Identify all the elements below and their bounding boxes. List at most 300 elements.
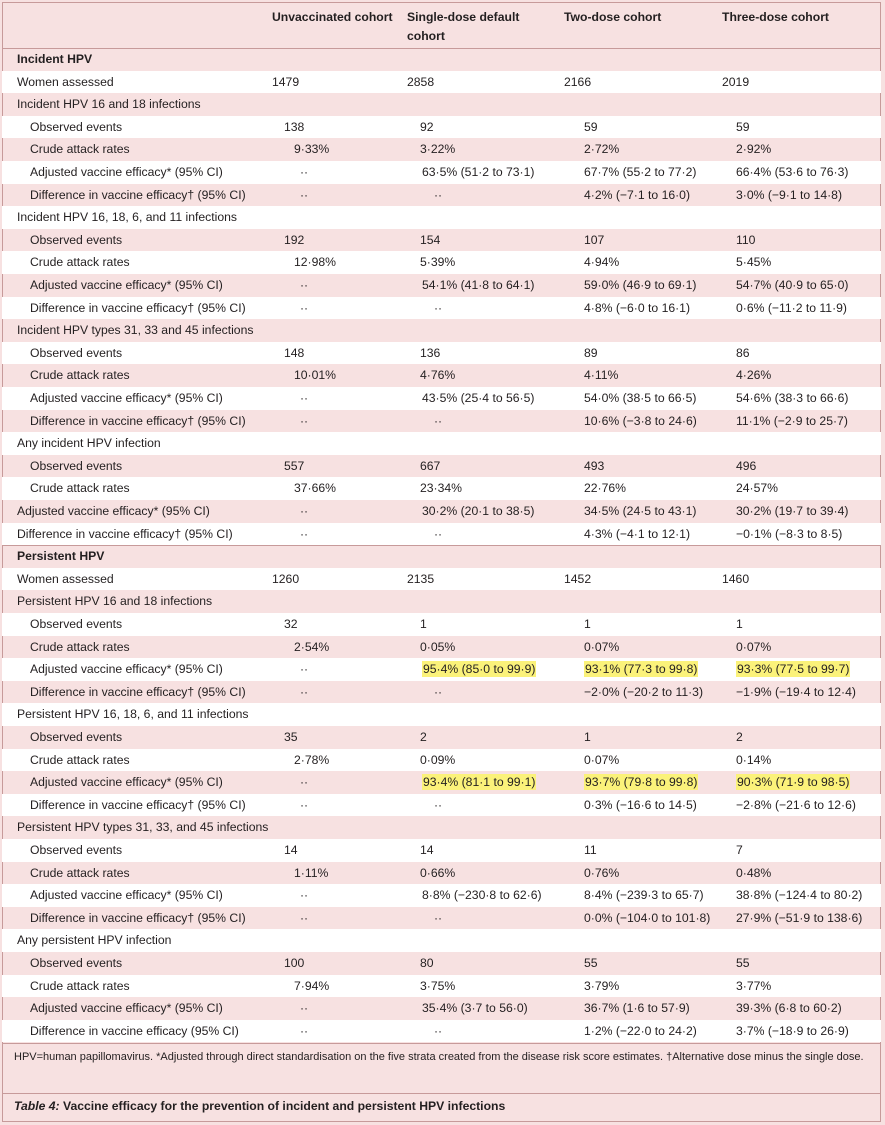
cell-value: 148 <box>284 345 305 360</box>
cell-value: ·· <box>300 300 309 315</box>
row-label: Adjusted vaccine efficacy* (95% CI) <box>30 775 223 790</box>
cell-value: −1·9% (−19·4 to 12·4) <box>736 684 856 699</box>
cell-value: 0·07% <box>736 639 772 654</box>
cell-value: −0·1% (−8·3 to 8·5) <box>736 526 843 541</box>
row-label: Persistent HPV types 31, 33, and 45 infections <box>17 820 269 835</box>
table-row <box>2 771 881 794</box>
table-cell <box>736 794 856 817</box>
row-label: Observed events <box>30 730 123 744</box>
table-cell <box>736 862 771 885</box>
cell-value: 2858 <box>407 74 435 89</box>
table-cell <box>420 229 440 252</box>
table-cell <box>420 116 434 139</box>
table-cell <box>584 116 598 139</box>
table-cell <box>584 1020 697 1043</box>
cell-value: 1260 <box>272 571 300 586</box>
table-cell <box>434 794 442 817</box>
column-header-unvaccinated: Unvaccinated cohort <box>272 10 393 24</box>
table-row <box>2 229 881 252</box>
table-cell <box>584 839 597 862</box>
table-cell <box>736 613 743 636</box>
cell-value: 3·75% <box>420 978 456 993</box>
group-row <box>2 929 881 952</box>
highlighted-value: 93·7% (79·8 to 99·8) <box>585 775 698 790</box>
table-header <box>2 6 881 46</box>
table-cell <box>584 613 591 636</box>
table-cell <box>584 297 690 320</box>
cell-value: 59 <box>584 119 598 134</box>
table-cell <box>584 636 619 659</box>
table-cell <box>736 997 842 1020</box>
cell-value: 54·0% (38·5 to 66·5) <box>584 391 697 405</box>
table-cell <box>420 726 427 749</box>
cell-value: 1460 <box>722 571 750 586</box>
cell-value: 0·0% (−104·0 to 101·8) <box>584 910 711 925</box>
table-row <box>2 364 881 387</box>
cell-value: ·· <box>300 165 309 179</box>
cell-value: 54·6% (38·3 to 66·6) <box>736 391 849 405</box>
table-cell <box>736 116 750 139</box>
cell-value: 10·6% (−3·8 to 24·6) <box>584 413 697 428</box>
table-cell <box>736 907 862 930</box>
group-row <box>2 590 881 613</box>
table-row <box>2 862 881 885</box>
group-row <box>2 432 881 455</box>
table-cell <box>284 613 298 636</box>
table-cell <box>434 907 442 930</box>
table-cell <box>736 658 850 681</box>
cell-value: 2 <box>420 730 427 744</box>
table-cell <box>736 681 856 704</box>
cell-value: 557 <box>284 458 305 473</box>
table-cell <box>584 726 591 749</box>
highlighted-value: 93·1% (77·3 to 99·8) <box>585 662 698 677</box>
cell-value: 138 <box>284 119 305 134</box>
table-row <box>2 251 881 274</box>
table-cell <box>272 71 299 94</box>
table-cell <box>300 997 308 1020</box>
cell-value: 1 <box>584 730 591 744</box>
table-cell <box>422 274 534 297</box>
table-cell <box>284 952 304 975</box>
table-cell <box>584 251 619 274</box>
table-cell <box>284 116 304 139</box>
highlighted-value: 90·3% (71·9 to 98·5) <box>737 775 850 790</box>
cell-value: ·· <box>300 662 309 677</box>
cell-value: 136 <box>420 345 441 360</box>
table-row <box>2 636 881 659</box>
table-cell <box>434 184 442 207</box>
table-row <box>2 274 881 297</box>
table-cell <box>420 455 440 478</box>
cell-value: 8·8% (−230·8 to 62·6) <box>422 888 542 903</box>
table-cell <box>564 568 591 591</box>
table-cell <box>420 862 455 885</box>
cell-value: 66·4% (53·6 to 76·3) <box>736 165 849 179</box>
table-cell <box>584 997 690 1020</box>
cell-value: ·· <box>434 187 443 202</box>
row-label: Adjusted vaccine efficacy* (95% CI) <box>30 1001 223 1016</box>
table-cell <box>584 658 698 681</box>
cell-value: 7 <box>736 843 743 857</box>
group-row <box>2 206 881 229</box>
table-cell <box>584 975 619 998</box>
table-cell <box>420 749 455 772</box>
table-cell <box>736 749 771 772</box>
row-label: Difference in vaccine efficacy† (95% CI) <box>30 300 246 315</box>
table-cell <box>420 364 455 387</box>
cell-value: 3·22% <box>420 142 456 157</box>
cell-value: 100 <box>284 956 305 970</box>
cell-value: 34·5% (24·5 to 43·1) <box>584 504 697 518</box>
table-caption <box>14 1097 864 1115</box>
table-cell <box>584 500 696 523</box>
table-cell <box>407 71 434 94</box>
cell-value: 0·3% (−16·6 to 14·5) <box>584 797 697 812</box>
cell-value: 5·45% <box>736 255 772 270</box>
caption-label: Table 4: <box>14 1099 60 1113</box>
row-label: Observed events <box>30 617 123 631</box>
table-cell <box>294 138 329 161</box>
table-cell <box>584 184 690 207</box>
cell-value: 86 <box>736 345 750 360</box>
cell-value: 30·2% (19·7 to 39·4) <box>736 504 849 518</box>
row-label: Observed events <box>30 119 123 134</box>
table-cell <box>434 523 442 546</box>
table-cell <box>736 636 771 659</box>
table-row <box>2 342 881 365</box>
table-row <box>2 975 881 998</box>
table-cell <box>300 297 308 320</box>
row-label: Difference in vaccine efficacy† (95% CI) <box>30 413 246 428</box>
table-cell <box>736 477 778 500</box>
cell-value: 92 <box>420 119 434 134</box>
cell-value: 4·3% (−4·1 to 12·1) <box>584 526 691 541</box>
cell-value: 2·78% <box>294 752 330 767</box>
cell-value: ·· <box>434 1023 443 1038</box>
row-label: Difference in vaccine efficacy† (95% CI) <box>30 797 246 812</box>
table-cell <box>736 500 848 523</box>
cell-value: ·· <box>300 1023 309 1038</box>
cell-value: 0·14% <box>736 752 772 767</box>
table-cell <box>294 636 329 659</box>
cell-value: 89 <box>584 345 598 360</box>
cell-value: ·· <box>434 526 443 541</box>
cell-value: 4·26% <box>736 368 772 383</box>
caption-text: Vaccine efficacy for the prevention of incident and persistent HPV infections <box>59 1099 506 1113</box>
table-row <box>2 568 881 591</box>
table-cell <box>584 274 696 297</box>
table-cell <box>300 274 308 297</box>
table-row <box>2 500 881 523</box>
table-row <box>2 997 881 1020</box>
row-label: Observed events <box>30 458 123 473</box>
cell-value: 14 <box>284 843 298 857</box>
column-header-two-dose: Two-dose cohort <box>564 10 662 24</box>
cell-value: ·· <box>434 910 443 925</box>
table-cell <box>300 907 308 930</box>
row-label: Crude attack rates <box>30 481 130 496</box>
table-row <box>2 794 881 817</box>
table-cell <box>584 387 696 410</box>
table-cell <box>420 975 455 998</box>
table-row <box>2 161 881 184</box>
table-cell <box>434 681 442 704</box>
table-cell <box>420 251 455 274</box>
table-row <box>2 839 881 862</box>
cell-value: ·· <box>300 391 309 405</box>
table-cell <box>736 523 842 546</box>
row-label: Crude attack rates <box>30 368 130 383</box>
table-cell <box>420 477 462 500</box>
row-label: Crude attack rates <box>30 142 130 157</box>
cell-value: 107 <box>584 232 605 247</box>
cell-value: 22·76% <box>584 481 627 496</box>
cell-value: ·· <box>300 1001 309 1016</box>
table-cell <box>284 229 304 252</box>
table-cell <box>422 500 534 523</box>
table-row <box>2 184 881 207</box>
row-label: Crude attack rates <box>30 639 130 654</box>
cell-value: 59 <box>736 119 750 134</box>
cell-value: ·· <box>434 413 443 428</box>
table-cell <box>300 410 308 433</box>
cell-value: 0·07% <box>584 752 620 767</box>
cell-value: 35·4% (3·7 to 56·0) <box>422 1001 528 1016</box>
footnote-divider <box>2 1043 881 1044</box>
cell-value: 1479 <box>272 74 300 89</box>
cell-value: 110 <box>736 232 756 247</box>
table-cell <box>584 907 710 930</box>
cell-value: 59·0% (46·9 to 69·1) <box>584 278 697 292</box>
table-cell <box>584 455 604 478</box>
table-cell <box>584 523 690 546</box>
cell-value: 2·54% <box>294 639 330 654</box>
table-cell <box>736 455 756 478</box>
table-cell <box>584 884 704 907</box>
table-cell <box>300 161 308 184</box>
cell-value: 0·48% <box>736 865 772 880</box>
cell-value: 63·5% (51·2 to 73·1) <box>422 165 535 179</box>
table-cell <box>736 387 848 410</box>
cell-value: 10·01% <box>294 368 337 383</box>
cell-value: 3·0% (−9·1 to 14·8) <box>736 187 843 202</box>
table-cell <box>584 477 626 500</box>
table-cell <box>422 771 536 794</box>
cell-value: 0·05% <box>420 639 456 654</box>
row-label: Crude attack rates <box>30 255 130 270</box>
table-cell <box>300 500 308 523</box>
row-label: Persistent HPV 16, 18, 6, and 11 infections <box>17 707 249 722</box>
table-cell <box>300 387 308 410</box>
table-row <box>2 138 881 161</box>
cell-value: 55 <box>584 956 598 970</box>
cell-value: 54·1% (41·8 to 64·1) <box>422 278 535 292</box>
table-cell <box>584 161 696 184</box>
table-cell <box>736 364 771 387</box>
table-row <box>2 681 881 704</box>
row-label: Difference in vaccine efficacy† (95% CI) <box>17 526 233 541</box>
table-cell <box>294 477 336 500</box>
cell-value: 23·34% <box>420 481 463 496</box>
table-cell <box>584 862 619 885</box>
cell-value: −2·8% (−21·6 to 12·6) <box>736 797 856 812</box>
cell-value: ·· <box>300 413 309 428</box>
table-cell <box>736 410 848 433</box>
cell-value: 35 <box>284 730 298 744</box>
cell-value: 2019 <box>722 74 750 89</box>
cell-value: 2166 <box>564 74 592 89</box>
group-row <box>2 319 881 342</box>
row-label: Any persistent HPV infection <box>17 933 172 948</box>
table-cell <box>300 771 308 794</box>
cell-value: 667 <box>420 458 441 473</box>
table-cell <box>300 184 308 207</box>
table-cell <box>284 839 298 862</box>
table-cell <box>584 364 618 387</box>
table-row <box>2 749 881 772</box>
table-cell <box>420 636 455 659</box>
row-label: Incident HPV types 31, 33 and 45 infections <box>17 323 254 338</box>
table-cell <box>736 161 848 184</box>
row-label: Observed events <box>30 843 123 857</box>
cell-value: ·· <box>300 910 309 925</box>
row-label: Adjusted vaccine efficacy* (95% CI) <box>30 888 223 903</box>
cell-value: 1 <box>584 617 591 631</box>
group-row <box>2 93 881 116</box>
table-cell <box>584 342 598 365</box>
cell-value: 3·77% <box>736 978 772 993</box>
row-label: Difference in vaccine efficacy† (95% CI) <box>30 684 246 699</box>
cell-value: 1 <box>420 617 427 631</box>
table-cell <box>422 387 534 410</box>
cell-value: 80 <box>420 956 434 970</box>
table-cell <box>736 229 755 252</box>
highlighted-value: 93·3% (77·5 to 99·7) <box>737 662 850 677</box>
table-row <box>2 884 881 907</box>
row-label: Difference in vaccine efficacy (95% CI) <box>30 1023 239 1038</box>
table-cell <box>736 884 862 907</box>
cell-value: 4·2% (−7·1 to 16·0) <box>584 187 691 202</box>
row-label: Difference in vaccine efficacy† (95% CI) <box>30 187 246 202</box>
cell-value: 37·66% <box>294 481 337 496</box>
table-cell <box>300 1020 308 1043</box>
cell-value: ·· <box>300 504 309 518</box>
table-cell <box>422 884 542 907</box>
cell-value: 54·7% (40·9 to 65·0) <box>736 278 849 292</box>
cell-value: 36·7% (1·6 to 57·9) <box>584 1001 690 1016</box>
cell-value: 496 <box>736 458 757 473</box>
table-cell <box>584 681 703 704</box>
cell-value: 14 <box>420 843 434 857</box>
section-title: Incident HPV <box>17 52 93 66</box>
table-cell <box>736 771 850 794</box>
table-cell <box>584 229 604 252</box>
table-cell <box>294 251 336 274</box>
table-cell <box>284 342 304 365</box>
table-cell <box>584 138 619 161</box>
table-cell <box>722 568 749 591</box>
table-cell <box>736 952 750 975</box>
caption-divider <box>2 1093 881 1094</box>
highlighted-value: 95·4% (85·0 to 99·9) <box>423 662 536 677</box>
cell-value: ·· <box>434 797 443 812</box>
table-row <box>2 477 881 500</box>
section-row <box>2 545 881 568</box>
table-cell <box>736 726 743 749</box>
table-cell <box>736 138 771 161</box>
cell-value: 0·09% <box>420 752 456 767</box>
table-cell <box>434 410 442 433</box>
table-footnote: HPV=human papillomavirus. *Adjusted through direct standardisation on the five strata created from the disease risk score estimates. †Alternative dose minus the single dose. <box>14 1051 864 1063</box>
row-label: Adjusted vaccine efficacy* (95% CI) <box>30 165 223 179</box>
table-cell <box>434 1020 442 1043</box>
highlighted-value: 93·4% (81·1 to 99·1) <box>423 775 536 790</box>
cell-value: 154 <box>420 232 441 247</box>
table-cell <box>272 568 299 591</box>
table-row <box>2 297 881 320</box>
table-cell <box>422 658 536 681</box>
table-cell <box>584 749 619 772</box>
cell-value: 67·7% (55·2 to 77·2) <box>584 165 697 179</box>
cell-value: 1·2% (−22·0 to 24·2) <box>584 1023 697 1038</box>
cell-value: 3·79% <box>584 978 620 993</box>
table-cell <box>420 952 434 975</box>
row-label: Women assessed <box>17 74 114 89</box>
table-cell <box>584 794 697 817</box>
table-row <box>2 116 881 139</box>
cell-value: 55 <box>736 956 750 970</box>
table-cell <box>420 613 427 636</box>
table-cell <box>294 975 329 998</box>
cell-value: 3·7% (−18·9 to 26·9) <box>736 1023 849 1038</box>
row-label: Incident HPV 16, 18, 6, and 11 infections <box>17 210 237 225</box>
row-label: Adjusted vaccine efficacy* (95% CI) <box>30 391 223 405</box>
table-row <box>2 726 881 749</box>
table-cell <box>422 997 528 1020</box>
cell-value: 1452 <box>564 571 592 586</box>
table-cell <box>736 1020 849 1043</box>
cell-value: ·· <box>300 775 309 790</box>
table-cell <box>736 251 771 274</box>
table-row <box>2 410 881 433</box>
table-cell <box>300 658 308 681</box>
table-cell <box>284 455 304 478</box>
table-cell <box>736 297 847 320</box>
table-cell <box>422 161 534 184</box>
table-cell <box>584 771 698 794</box>
table-row <box>2 952 881 975</box>
cell-value: 27·9% (−51·9 to 138·6) <box>736 910 863 925</box>
table-row <box>2 387 881 410</box>
table-row <box>2 71 881 94</box>
row-label: Adjusted vaccine efficacy* (95% CI) <box>30 662 223 677</box>
table-row <box>2 455 881 478</box>
column-header-single-dose: Single-dose default cohort <box>407 10 520 43</box>
row-label: Women assessed <box>17 571 114 586</box>
table-cell <box>407 568 434 591</box>
cell-value: 9·33% <box>294 142 330 157</box>
row-label: Adjusted vaccine efficacy* (95% CI) <box>17 504 210 518</box>
cell-value: 0·07% <box>584 639 620 654</box>
column-header-three-dose: Three-dose cohort <box>722 10 829 24</box>
table-cell <box>584 410 697 433</box>
row-label: Crude attack rates <box>30 978 130 993</box>
table-row <box>2 523 881 546</box>
cell-value: 2135 <box>407 571 435 586</box>
cell-value: 43·5% (25·4 to 56·5) <box>422 391 535 405</box>
cell-value: 493 <box>584 458 605 473</box>
